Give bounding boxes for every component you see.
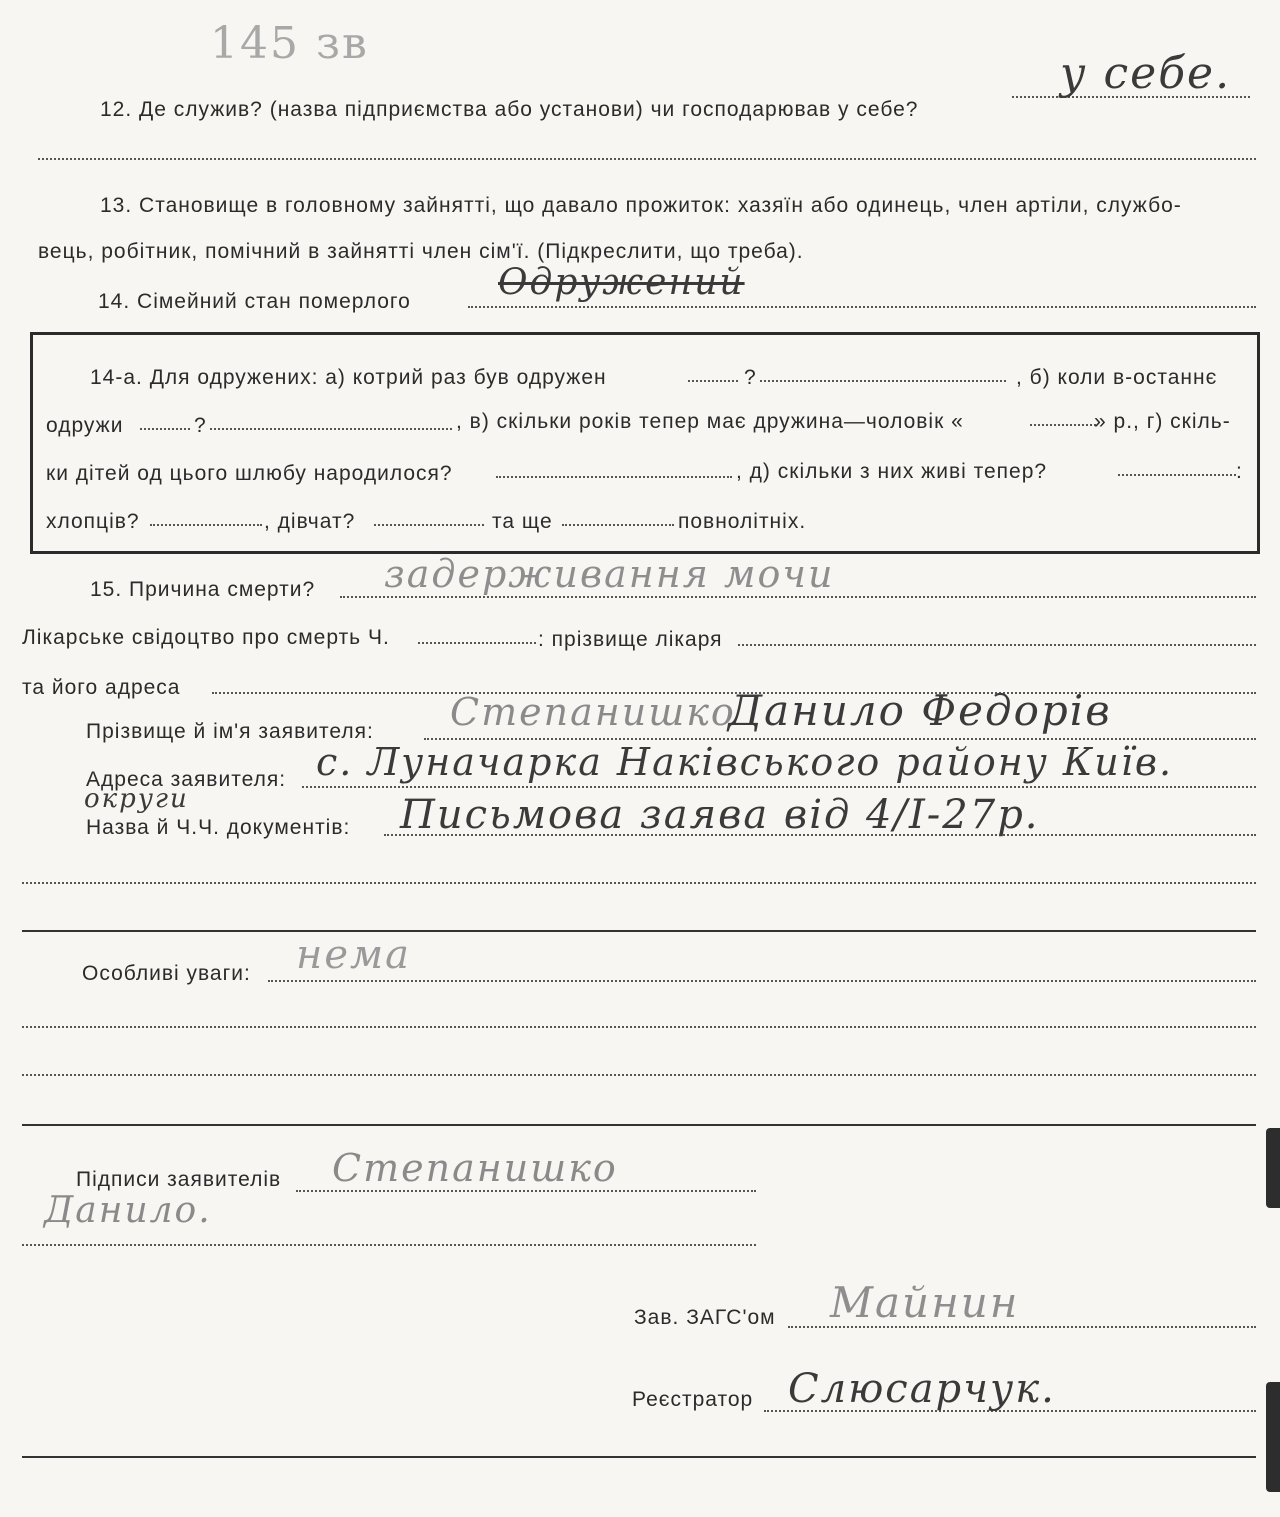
registrar-label: Реєстратор: [632, 1388, 754, 1411]
q14a-field-1: [688, 380, 738, 382]
q14a-line4-boys: хлопців?: [46, 510, 140, 533]
q14a-field-2: [760, 380, 1006, 382]
q14a-line2-mid: , в) скільки років тепер має дружина—чоловік «: [456, 410, 964, 433]
applicant-documents-label: Назва й Ч.Ч. документів:: [86, 816, 351, 839]
q15-label: 15. Причина смерти?: [90, 578, 316, 601]
q14a-field-10: [562, 524, 674, 526]
archive-mark: 145 зв: [210, 18, 369, 69]
applicant-address-label: Адреса заявителя:: [86, 768, 287, 791]
q14a-line3-label: ки дітей од цього шлюбу народилося?: [46, 462, 453, 485]
remarks-line-3: [22, 1074, 1256, 1076]
doctor-name-field: [738, 644, 1256, 646]
q14a-field-5: [1030, 424, 1096, 426]
q14a-field-4: [210, 428, 452, 430]
q15-answer: задерживання мочи: [384, 552, 835, 596]
documents-continuation-line: [22, 882, 1256, 884]
registry-head-signature: Майнин: [830, 1278, 1020, 1327]
doctor-certificate-field: [418, 642, 536, 644]
doctor-address-label: та його адреса: [22, 676, 181, 699]
q14a-line4-more: та ще: [492, 510, 553, 533]
remarks-line-2: [22, 1026, 1256, 1028]
q14a-line1-label: 14-а. Для одружених: а) котрий раз був одружен: [90, 366, 607, 389]
applicant-surname: Степанишко: [450, 690, 736, 734]
binding-edge-mark-2: [1266, 1382, 1280, 1492]
q14a-field-7: [1118, 474, 1236, 476]
registrar-signature: Слюсарчук.: [788, 1366, 1056, 1412]
q12-label: 12. Де служив? (назва підприємства або установи) чи господарював у себе?: [100, 98, 919, 121]
q14a-line4-girls: , дівчат?: [264, 510, 356, 533]
bottom-rule: [22, 1456, 1256, 1458]
remarks-value: нема: [296, 932, 412, 978]
q12-continuation-line: [38, 158, 1256, 160]
doctor-name-label: : прізвище лікаря: [538, 628, 723, 651]
q14a-line4-adults: повнолітніх.: [678, 510, 807, 533]
q14a-field-8: [150, 524, 262, 526]
q14a-line2-label: одружи: [46, 414, 124, 437]
applicant-documents-value: Письмова заява від 4/І-27р.: [400, 792, 1040, 838]
q14a-line3-mid: , д) скільки з них живі тепер?: [736, 460, 1048, 483]
signature-applicant-surname: Степанишко: [332, 1146, 618, 1190]
q14a-line1-end: , б) коли в-останнє: [1016, 366, 1218, 389]
q13-line2: вець, робітник, помічний в зайнятті член сім'ї. (Підкреслити, що треба).: [38, 240, 804, 263]
applicant-address-value-cont: округи: [84, 784, 189, 814]
q15-answer-line: [340, 596, 1256, 598]
q14-answer-line: [468, 306, 1256, 308]
remarks-label: Особливі уваги:: [82, 962, 251, 985]
doctor-certificate-label: Лікарське свідоцтво про смерть Ч.: [22, 626, 390, 649]
applicant-address-line: [302, 786, 1256, 788]
section-divider-1: [22, 930, 1256, 932]
signatures-line-1: [296, 1190, 756, 1192]
registry-head-label: Зав. ЗАГС'ом: [634, 1306, 776, 1329]
q14-label: 14. Сімейний стан померлого: [98, 290, 411, 313]
signatures-label: Підписи заявителів: [76, 1168, 282, 1191]
binding-edge-mark-1: [1266, 1128, 1280, 1208]
q14-answer: Одружений: [498, 262, 745, 303]
signatures-line-2: [22, 1244, 756, 1246]
q14a-field-3: [140, 428, 190, 430]
section-divider-2: [22, 1124, 1256, 1126]
q13-line1: 13. Становище в головному зайнятті, що давало прожиток: хазяїн або одинець, член артіли, службо-: [100, 194, 1182, 217]
applicant-name-label: Прізвище й ім'я заявителя:: [86, 720, 374, 743]
q14a-field-6: [496, 476, 732, 478]
q14a-line2-q: ?: [194, 414, 207, 437]
q14a-line3-end: :: [1236, 460, 1243, 483]
q14a-field-9: [374, 524, 484, 526]
q14a-line2-end: » р., г) скіль-: [1094, 410, 1231, 433]
applicant-address-value: с. Луначарка Наківського району Київ.: [316, 740, 1174, 784]
signature-applicant-name: Данило.: [44, 1190, 212, 1231]
remarks-line-1: [268, 980, 1256, 982]
applicant-given-name: Данило Федорів: [728, 686, 1112, 735]
q12-answer: у себе.: [1060, 48, 1232, 99]
q14a-line1-q: ?: [744, 366, 757, 389]
